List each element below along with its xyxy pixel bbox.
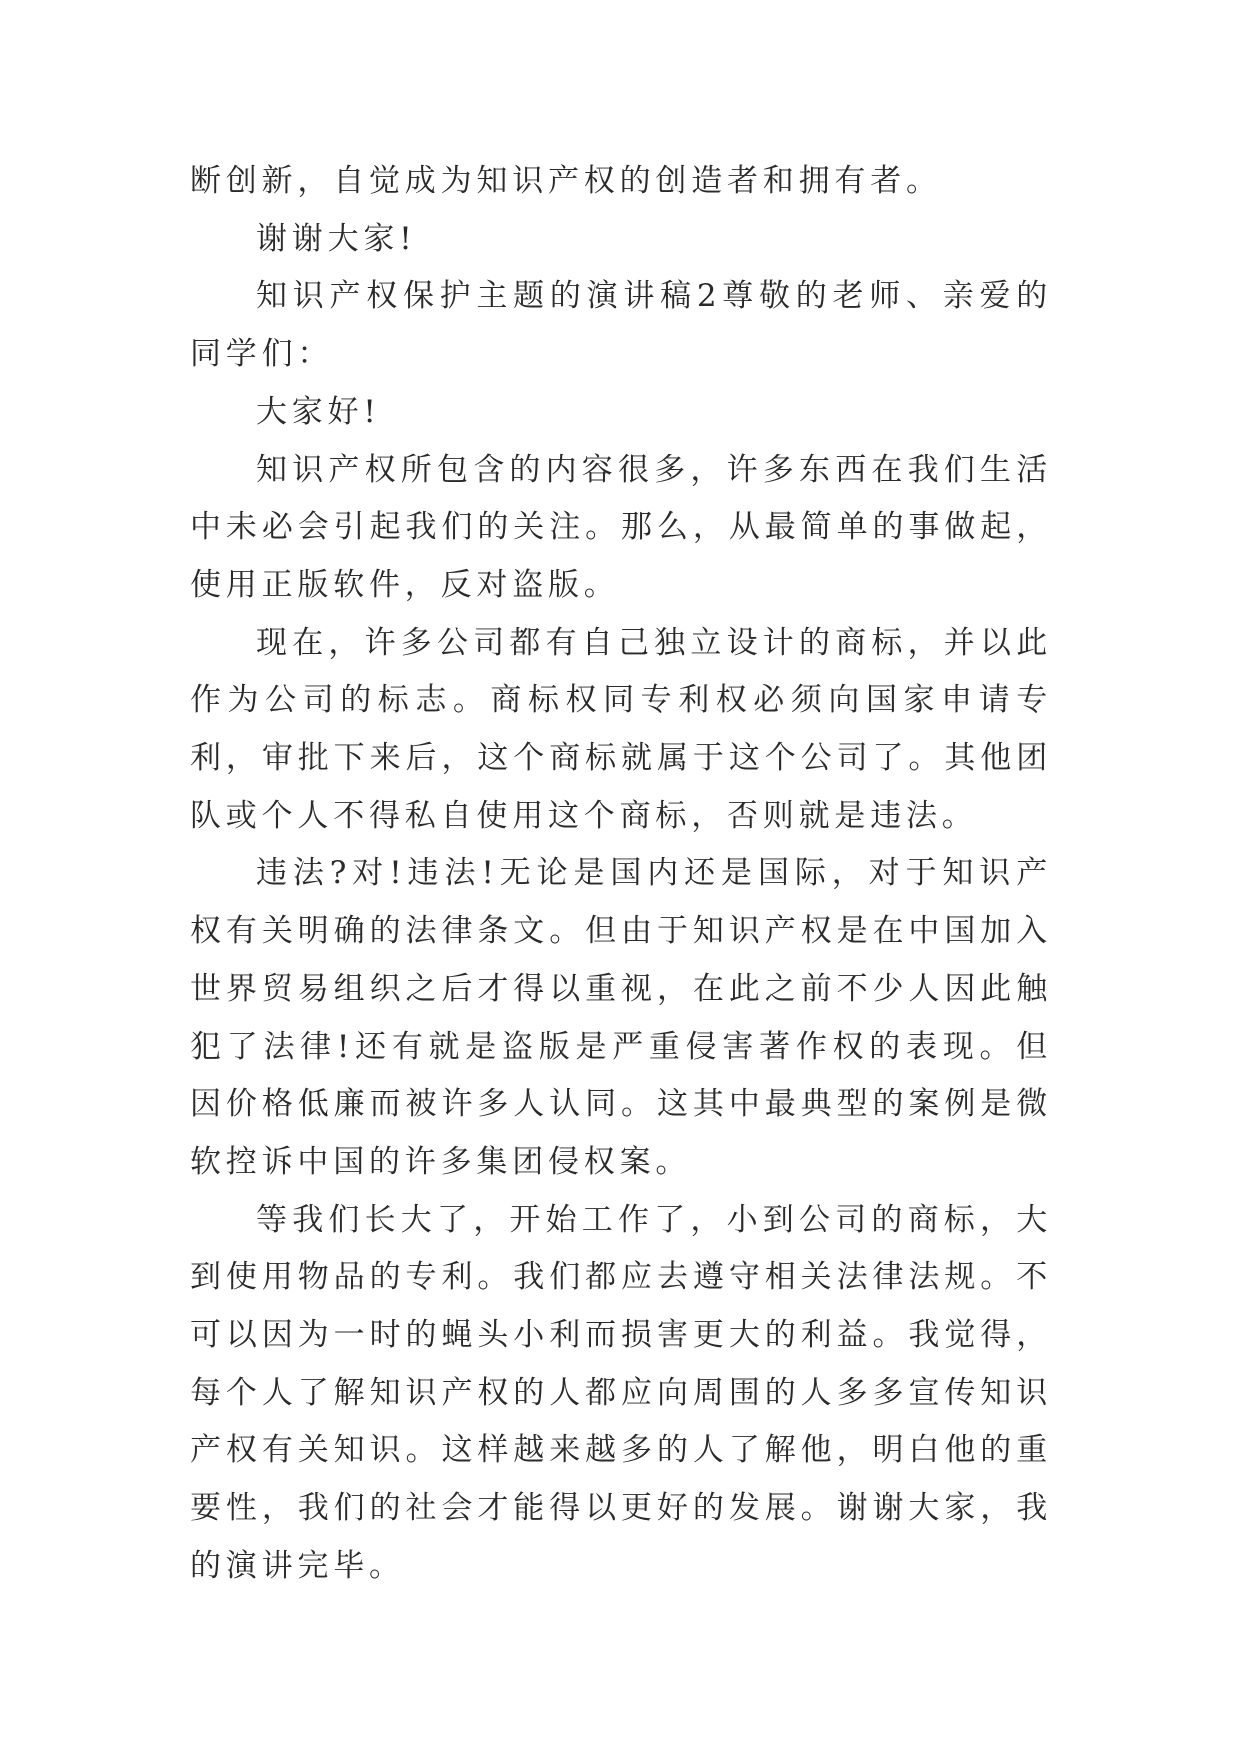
paragraph-5: 知识产权所包含的内容很多，许多东西在我们生活中未必会引起我们的关注。那么，从最简单的事做起，使用正版软件，反对盗版。 (190, 451, 1052, 603)
paragraph-1: 断创新，自觉成为知识产权的创造者和拥有者。 (190, 163, 942, 199)
paragraph-6: 现在，许多公司都有自己独立设计的商标，并以此作为公司的标志。商标权同专利权必须向国家申请专利，审批下来后，这个商标就属于这个公司了。其他团队或个人不得私自使用这个商标，否则就是违法。 (190, 624, 1052, 834)
paragraph-7: 违法?对!违法!无论是国内还是国际，对于知识产权有关明确的法律条文。但由于知识产权是在中国加入世界贸易组织之后才得以重视，在此之前不少人因此触犯了法律!还有就是盗版是严重侵害著作权的表现。但因价格低廉而被许多人认同。这其中最典型的案例是微软控诉中国的许多集团侵权案。 (190, 855, 1052, 1180)
paragraph-2: 谢谢大家! (256, 220, 417, 257)
paragraph-4: 大家好! (256, 393, 381, 430)
paragraph-8: 等我们长大了，开始工作了，小到公司的商标，大到使用物品的专利。我们都应去遵守相关法律法规。不可以因为一时的蝇头小利而损害更大的利益。我觉得，每个人了解知识产权的人都应向周围的人多多宣传知识产权有关知识。这样越来越多的人了解他，明白他的重要性，我们的社会才能得以更好的发展。谢谢大家，我的演讲完毕。 (190, 1201, 1052, 1584)
document-body (190, 153, 1052, 1596)
paragraph-3: 知识产权保护主题的演讲稿2尊敬的老师、亲爱的同学们： (190, 278, 1052, 373)
